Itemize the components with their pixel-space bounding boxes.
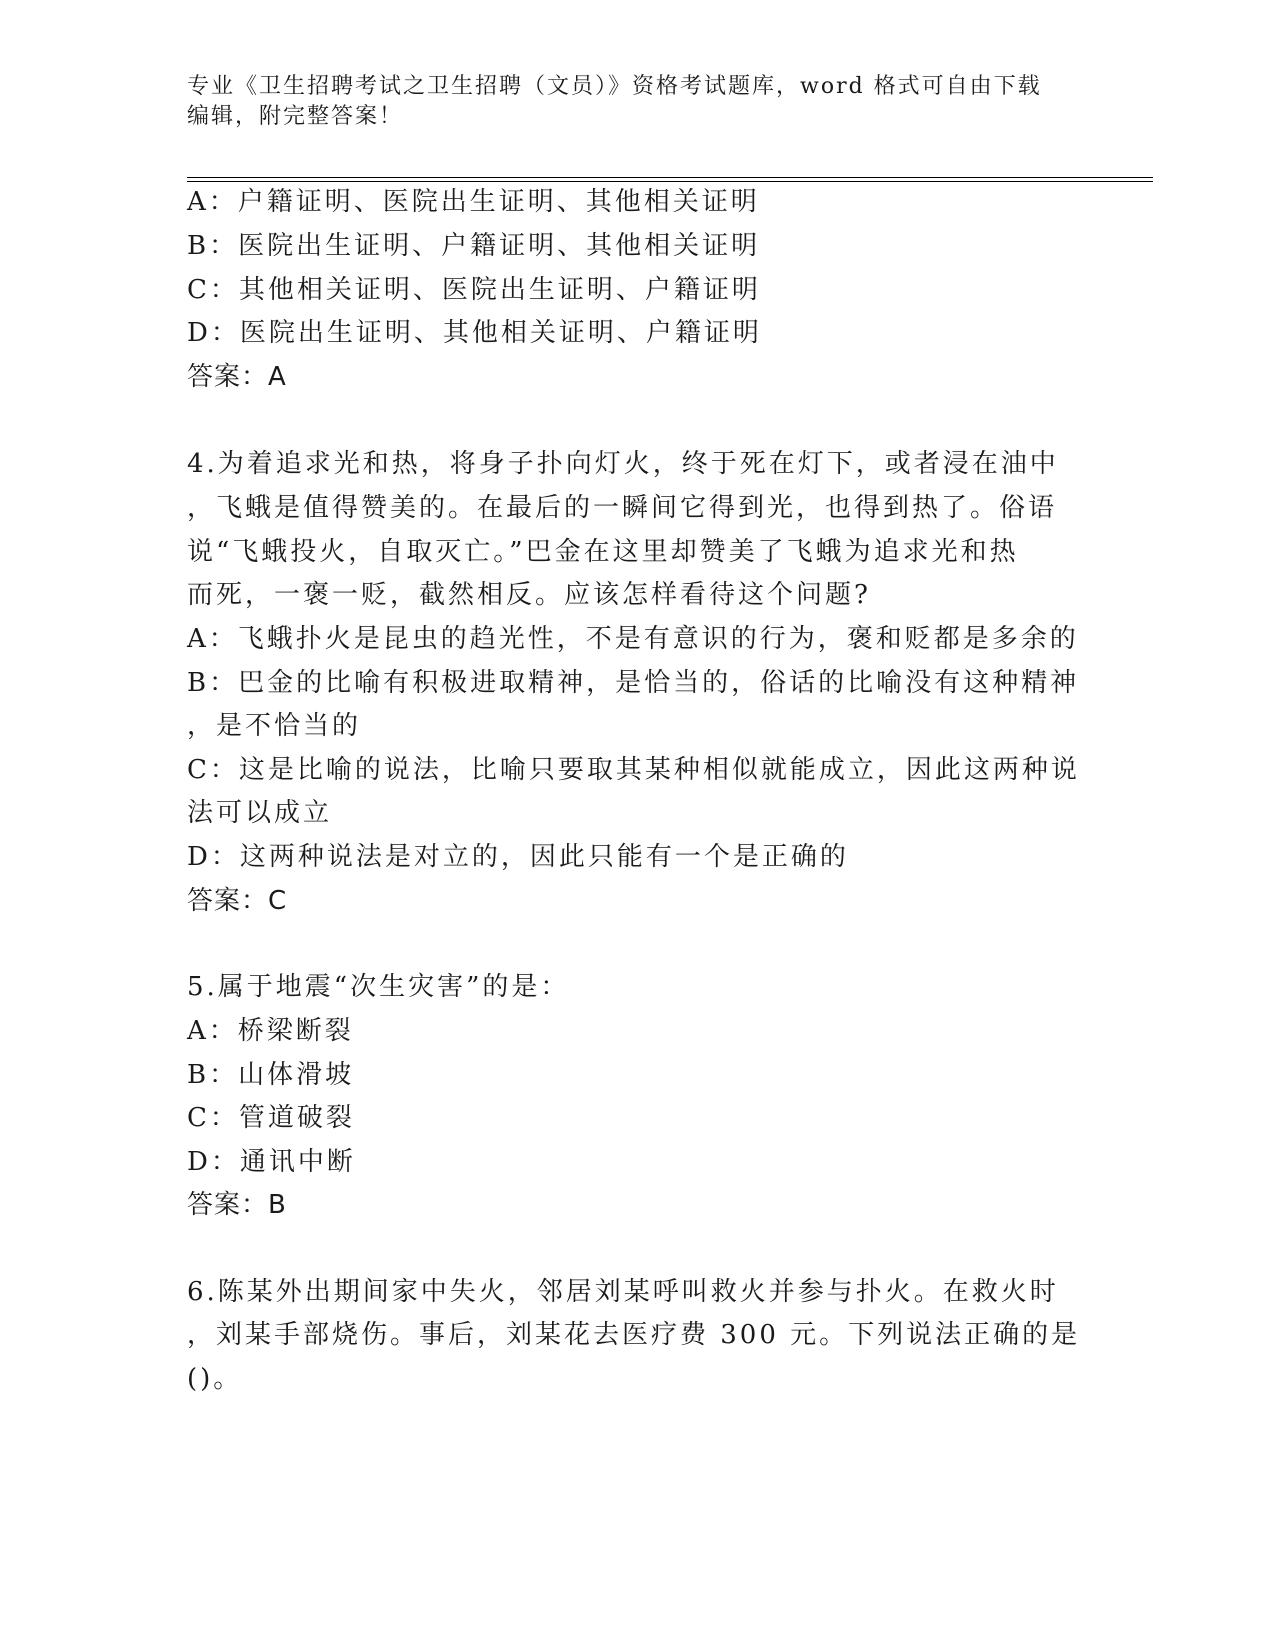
q4-option-a: A：飞蛾扑火是昆虫的趋光性，不是有意识的行为，褒和贬都是多余的 [187,624,1079,654]
q6-stem-line-3: ()。 [187,1364,243,1394]
q5-option-b: B：山体滑坡 [187,1060,355,1090]
q4-stem-line-1: 4.为着追求光和热，将身子扑向灯火，终于死在灯下，或者浸在油中 [187,449,1059,479]
q6-stem-line-2: ，刘某手部烧伤。事后，刘某花去医疗费 300 元。下列说法正确的是 [187,1320,1081,1350]
q4-answer: 答案：C [187,886,288,916]
q3-option-c: C：其他相关证明、医院出生证明、户籍证明 [187,275,761,305]
q4-stem-line-4: 而死，一褒一贬，截然相反。应该怎样看待这个问题? [187,580,871,610]
q3-answer: 答案：A [187,362,287,392]
q5-option-a: A：桥梁断裂 [187,1016,354,1046]
q4-stem-line-3: 说“飞蛾投火，自取灭亡。”巴金在这里却赞美了飞蛾为追求光和热 [187,537,1019,567]
header-divider-bottom [187,181,1153,182]
q4-stem-line-2: ，飞蛾是值得赞美的。在最后的一瞬间它得到光，也得到热了。俗语 [187,493,1058,523]
q5-option-c: C：管道破裂 [187,1103,355,1133]
q5-option-d: D：通讯中断 [187,1147,356,1177]
q5-answer: 答案：B [187,1190,287,1220]
q4-option-c-cont: 法可以成立 [187,798,333,828]
q3-option-a: A：户籍证明、医院出生证明、其他相关证明 [187,187,760,217]
q4-option-b: B：巴金的比喻有积极进取精神，是恰当的，俗话的比喻没有这种精神 [187,668,1080,698]
q3-option-b: B：医院出生证明、户籍证明、其他相关证明 [187,231,761,261]
header-line-1: 专业《卫生招聘考试之卫生招聘（文员）》资格考试题库，word 格式可自由下载 [187,74,1042,99]
q5-stem: 5.属于地震“次生灾害”的是： [187,972,570,1002]
q6-stem-line-1: 6.陈某外出期间家中失火，邻居刘某呼叫救火并参与扑火。在救火时 [187,1277,1059,1307]
document-header [187,72,1067,132]
q4-option-c: C：这是比喻的说法，比喻只要取其某种相似就能成立，因此这两种说 [187,755,1080,785]
q4-option-b-cont: ，是不恰当的 [187,711,362,741]
q4-option-d: D：这两种说法是对立的，因此只能有一个是正确的 [187,842,849,872]
header-divider-top [187,177,1153,178]
header-line-2: 编辑，附完整答案！ [187,104,404,129]
q3-option-d: D：医院出生证明、其他相关证明、户籍证明 [187,318,762,348]
